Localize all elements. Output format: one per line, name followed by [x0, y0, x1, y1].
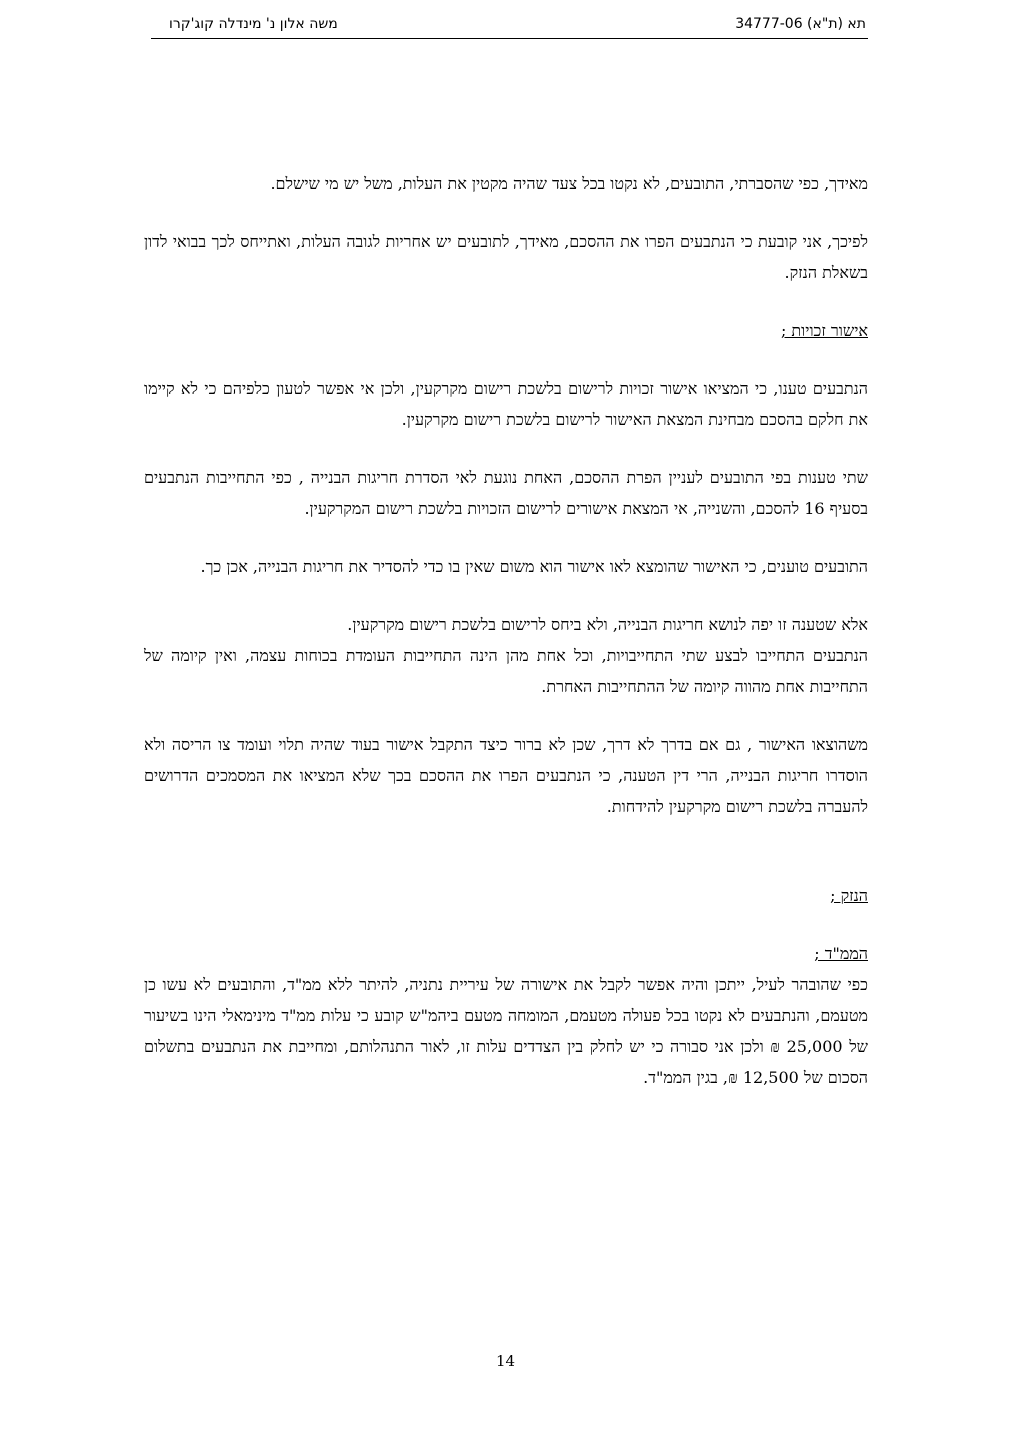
- paragraph-costs-conduct: מאידך, כפי שהסברתי, התובעים, לא נקטו בכל צעד שהיה מקטין את העלות, משל יש מי שישלם.: [270, 174, 868, 193]
- paragraph-approval-issued: משהוצאו האישור , גם אם בדרך לא דרך, שכן לא ברור כיצד התקבל אישור בעוד שהיה תלוי ועומד צו הריסה ולא הוסדרו חריגות הבנייה, הרי דין הטענה, כי הנתבעים הפרו את ההסכם בכך שלא המציאו את המסמכים הדרושים להעברה בלשכת רישום מקרקעין להידחות.: [144, 735, 868, 816]
- heading-rights-approval: אישור זכויות ;: [780, 321, 868, 340]
- paragraph-building-deviations: אלא שטענה זו יפה לנושא חריגות הבנייה, ולא ביחס לרישום בלשכת רישום מקרקעין.: [347, 615, 868, 634]
- case-number: תא (ת"א) 34777-06: [735, 16, 866, 32]
- paragraph-plaintiffs-claim: התובעים טוענים, כי האישור שהומצא לאו אישור הוא משום שאין בו כדי להסדיר את חריגות הבנייה, אכן כך.: [200, 557, 868, 576]
- page-header: [151, 14, 868, 39]
- heading-damage: הנזק ;: [830, 886, 868, 905]
- paragraph-defendants-claim: הנתבעים טענו, כי המציאו אישור זכויות לרישום בלשכת רישום מקרקעין, ולכן אי אפשר לטעון כלפיהם כי לא קיימו את חלקם בהסכם מבחינת המצאת האישור לרישום בלשכת רישום מקרקעין.: [144, 379, 868, 429]
- page-number: 14: [495, 1352, 516, 1370]
- paragraph-two-obligations: הנתבעים התחייבו לבצע שתי התחייבויות, וכל אחת מהן הינה התחייבות העומדת בכוחות עצמה, ואין קיומה של התחייבות אחת מהווה קיומה של ההתחייבות האחרת.: [144, 646, 868, 696]
- paragraph-safe-room-cost: כפי שהובהר לעיל, ייתכן והיה אפשר לקבל את אישורה של עיריית נתניה, להיתר ללא ממ"ד, והתובעים לא עשו כן מטעמם, והנתבעים לא נקטו בכל פעולה מטעמם, המומחה מטעם ביהמ"ש קובע כי עלות ממ"ד מינימאלי הינו בשיעור של 25,000 ₪ ולכן אני סבורה כי יש לחלק בין הצדדים עלות זו, לאור התנהלותם, ומחייבת את הנתבעים בתשלום הסכום של 12,500 ₪, בגין הממ"ד.: [144, 975, 869, 1087]
- case-title: משה אלון נ' מינדלה קוג'קרו: [169, 16, 338, 32]
- document-body: [144, 168, 868, 1093]
- paragraph-conclusion-breach: לפיכך, אני קובעת כי הנתבעים הפרו את ההסכם, מאידך, לתובעים יש אחריות לגובה העלות, ואתייחס לכך בבואי לדון בשאלת הנזק.: [144, 232, 868, 282]
- heading-safe-room: הממ"ד ;: [814, 944, 868, 963]
- paragraph-two-claims: שתי טענות בפי התובעים לעניין הפרת ההסכם, האחת נוגעת לאי הסדרת חריגות הבנייה , כפי התחייבות הנתבעים בסעיף 16 להסכם, והשנייה, אי המצאת אישורים לרישום הזכויות בלשכת רישום המקרקעין.: [144, 468, 868, 518]
